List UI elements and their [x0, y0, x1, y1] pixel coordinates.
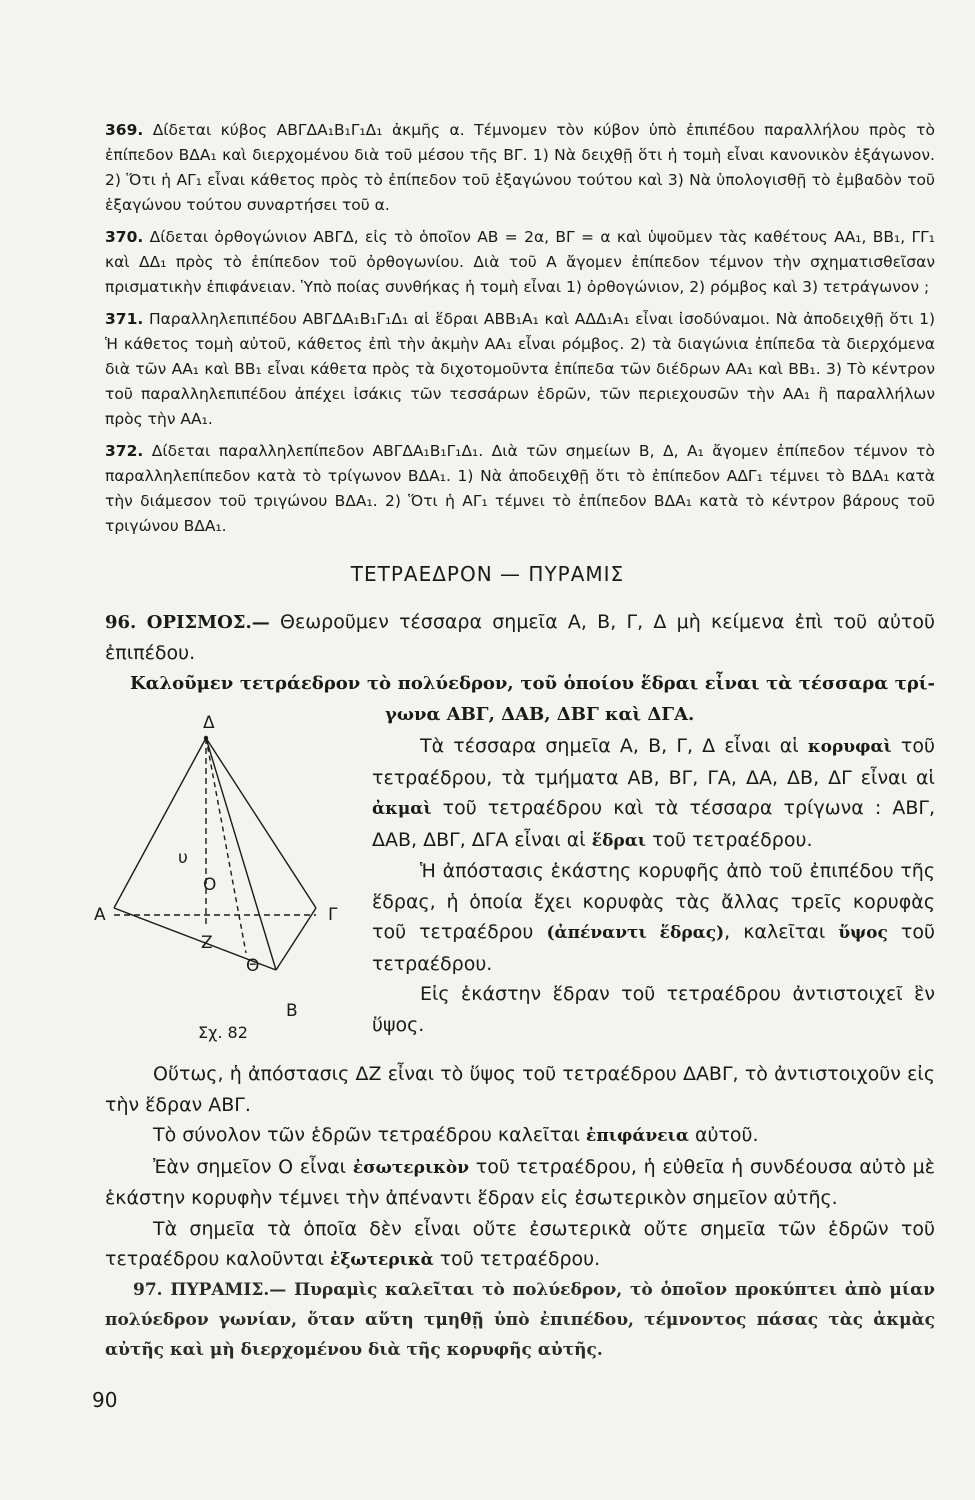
keyword-interior: ἐσωτερικὸν: [352, 1157, 470, 1178]
label-O: Ο: [203, 875, 217, 895]
label-Z: Ζ: [201, 933, 213, 953]
definition-line-2: γωνα ΑΒΓ, ΔΑΒ, ΔΒΓ καὶ ΔΓΑ.: [385, 704, 695, 725]
text: Τὰ σημεῖα τὰ ὁποῖα δὲν εἶναι οὔτε ἐσωτερικὰ οὔτε σημεῖα τῶν ἑδρῶν τοῦ τετραέδρου καλοῦνται: [105, 1217, 935, 1270]
exercise-372: [105, 439, 935, 539]
text: Ἡ ἀπόστασις ἑκάστης κορυφῆς ἀπὸ τοῦ ἐπιπέδου τῆς ἕδρας, ἡ ὁποία ἔχει κορυφὰς τὰς ἄλλας τρεῖς κορυφὰς τοῦ τετραέδρου: [372, 860, 935, 943]
edge-DG: [206, 738, 316, 908]
text: Ἐὰν σημεῖον Ο εἶναι: [153, 1155, 353, 1178]
exercise-369: [105, 118, 935, 218]
keyword-surface: ἐπιφάνεια: [586, 1126, 689, 1146]
pyramid-definition: [105, 1275, 935, 1365]
tetrahedron-figure: [86, 708, 356, 1048]
text: αὐτοῦ.: [688, 1124, 759, 1146]
edge-DB: [206, 738, 276, 970]
text: τοῦ τετραέδρου καὶ τὰ τέσσαρα τρίγωνα : ΑΒΓ, ΔΑΒ, ΔΒΓ, ΔΓΑ εἶναι αἱ: [372, 797, 935, 851]
text: τοῦ τετραέδρου, ἡ εὐθεῖα ἡ συνδέουσα αὐτὸ μὲ ἑκάστην κορυφὴν τέμνει τὴν ἀπέναντι ἕδραν εἰς ἐσωτερικὸν σημεῖον αὐτῆς.: [105, 1155, 935, 1209]
keyword-exterior: ἐξωτερικὰ: [329, 1250, 434, 1270]
exercise-list: [105, 118, 935, 546]
definition-line-1: Καλοῦμεν τετράεδρον τὸ πολύεδρον, τοῦ ὁποίου ἕδραι εἶναι τὰ τέσσαρα τρί-: [130, 673, 935, 694]
definition-number: 96. ΟΡΙΣΜΟΣ.—: [105, 612, 270, 633]
edge-DA: [114, 738, 206, 908]
label-D: Δ: [203, 713, 215, 733]
edge-GB: [276, 908, 316, 970]
exercise-number: 369.: [105, 121, 144, 139]
vertices-paragraph: [372, 731, 935, 856]
exercise-text: Δίδεται παραλληλεπίπεδον ΑΒΓΔΑ₁Β₁Γ₁Δ₁. Διὰ τῶν σημείων Β, Δ, Α₁ ἄγομεν ἐπίπεδον τέμνον τὸ παραλληλεπίπεδον κατὰ τὸ τρίγωνον ΒΔΑ₁. 1) Νὰ ἀποδειχθῇ ὅτι τὸ ἐπίπεδον ΑΔΓ₁ τέμνει τὸ ΒΔΑ₁ κατὰ τὴν διάμεσον τοῦ τριγώνου ΒΔΑ₁. 2) Ὅτι ἡ ΑΓ₁ τέμνει τὸ ἐπίπεδον ΒΔΑ₁ κατὰ τὸ κέντρον βάρους τοῦ τριγώνου ΒΔΑ₁.: [105, 442, 935, 535]
keyword-faces: ἕδραι: [591, 830, 647, 851]
exercise-number: 372.: [105, 442, 144, 460]
text: Τὸ σύνολον τῶν ἑδρῶν τετραέδρου καλεῖται: [153, 1124, 587, 1146]
label-G: Γ: [328, 905, 338, 925]
keyword-opposite-face: (ἀπέναντι ἕδρας): [546, 923, 725, 943]
text: τοῦ τετραέδρου.: [372, 921, 935, 975]
face-height-paragraph: Εἰς ἑκάστην ἕδραν τοῦ τετραέδρου ἀντιστοιχεῖ ἓν ὕψος.: [372, 983, 935, 1036]
label-Th: Θ: [246, 956, 260, 976]
text: τοῦ τετραέδρου.: [433, 1248, 601, 1270]
definition-column: [372, 731, 935, 1040]
text: Τὰ τέσσαρα σημεῖα Α, Β, Γ, Δ εἶναι αἱ: [420, 735, 808, 757]
exterior-paragraph: [105, 1214, 935, 1276]
pyramid-text-a: Πυραμὶς καλεῖται τὸ πολύεδρον, τὸ ὁποῖον προκύπτει ἀπὸ μίαν πολύεδρον γωνίαν, ὅταν αὕτη τμηθῇ ὑπὸ ἐπιπέδου,: [105, 1280, 935, 1330]
median-DTh: [206, 738, 246, 953]
exercise-text: Δίδεται κύβος ΑΒΓΔΑ₁Β₁Γ₁Δ₁ ἀκμῆς α. Τέμνομεν τὸν κύβον ὑπὸ ἐπιπέδου παραλλήλου πρὸς τὸ ἐπίπεδον ΒΔΑ₁ καὶ διερχομένου διὰ τοῦ μέσου τῆς ΒΓ. 1) Νὰ δειχθῇ ὅτι ἡ τομὴ εἶναι κανονικὸν ἑξάγωνον. 2) Ὅτι ἡ ΑΓ₁ εἶναι κάθετος πρὸς τὸ ἐπίπεδον τοῦ ἑξαγώνου τούτου καὶ 3) Νὰ ὑπολογισθῇ τὸ ἐμβαδὸν τοῦ ἑξαγώνου τούτου συναρτήσει τοῦ α.: [105, 121, 935, 214]
definition-intro: [105, 607, 935, 669]
vertex-D: [204, 736, 208, 740]
label-B: Β: [286, 1001, 298, 1021]
text: , καλεῖται: [724, 921, 839, 943]
section-heading: ΤΕΤΡΑΕΔΡΟΝ — ΠΥΡΑΜΙΣ: [350, 562, 625, 586]
surface-paragraph: [105, 1120, 935, 1152]
keyword-edges: ἀκμαὶ: [372, 799, 432, 819]
exercise-number: 370.: [105, 228, 144, 246]
exercise-text: Δίδεται ὀρθογώνιον ΑΒΓΔ, εἰς τὸ ὁποῖον ΑΒ = 2α, ΒΓ = α καὶ ὑψοῦμεν τὰς καθέτους ΑΑ₁, ΒΒ₁, ΓΓ₁ καὶ ΔΔ₁ πρὸς τὸ ἐπίπεδον τοῦ ὀρθογωνίου. Διὰ τοῦ Α ἄγομεν ἐπίπεδον τέμνον τὴν σχηματισθεῖσαν πρισματικὴν ἐπιφάνειαν. Ὑπὸ ποίας συνθήκας ἡ τομὴ εἶναι 1) ὀρθογώνιον, 2) ρόμβος καὶ 3) τετράγωνον ;: [105, 228, 935, 296]
text: τοῦ τετραέδρου.: [646, 828, 813, 851]
height-paragraph: [372, 856, 935, 979]
exercise-370: [105, 225, 935, 300]
pyramid-text-b: τέμνοντος πάσας τὰς ἀκμὰς αὐτῆς καὶ μὴ διερχομένου διὰ τῆς κορυφῆς αὐτῆς.: [105, 1310, 936, 1360]
exercise-text: Παραλληλεπιπέδου ΑΒΓΔΑ₁Β₁Γ₁Δ₁ αἱ ἕδραι ΑΒΒ₁Α₁ καὶ ΑΔΔ₁Α₁ εἶναι ἰσοδύναμοι. Νὰ ἀποδειχθῇ ὅτι 1) Ἡ κάθετος τομὴ αὐτοῦ, κάθετος ἐπὶ τὴν ἀκμὴν ΑΑ₁ εἶναι ρόμβος. 2) τὰ διαγώνια ἐπίπεδα τὰ διερχόμενα διὰ τῶν ΑΑ₁ καὶ ΒΒ₁ εἶναι κάθετα πρὸς τὰ διχοτομοῦντα ἐπίπεδα τῶν διέδρων ΑΑ₁ καὶ ΒΒ₁. 3) Τὸ κέντρον τοῦ παραλληλεπιπέδου ἀπέχει ἰσάκις τῶν τεσσάρων ἑδρῶν, τῶν περιεχουσῶν τὴν ΑΑ₁ ἢ παραλλήλων πρὸς τὴν ΑΑ₁.: [105, 310, 935, 428]
keyword-height: ὕψος: [838, 923, 888, 943]
label-A: Α: [94, 905, 106, 925]
exercise-371: [105, 307, 935, 432]
definition-intro-text: Θεωροῦμεν τέσσαρα σημεῖα Α, Β, Γ, Δ μὴ κείμενα ἐπὶ τοῦ αὐτοῦ ἐπιπέδου.: [105, 611, 935, 664]
figure-caption: Σχ. 82: [198, 1023, 248, 1042]
interior-paragraph: [105, 1152, 935, 1214]
label-u: υ: [178, 848, 188, 868]
height-example-paragraph: Οὕτως, ἡ ἀπόστασις ΔΖ εἶναι τὸ ὕψος τοῦ τετραέδρου ΔΑΒΓ, τὸ ἀντιστοιχοῦν εἰς τὴν ἕδραν ΑΒΓ.: [105, 1063, 935, 1116]
page-number: 90: [92, 1388, 118, 1412]
lower-text: [105, 1059, 935, 1276]
text: τοῦ τετραέδρου, τὰ τμήματα ΑΒ, ΒΓ, ΓΑ, ΔΑ, ΔΒ, ΔΓ εἶναι αἱ: [372, 735, 935, 789]
keyword-vertices: κορυφαὶ: [807, 737, 892, 757]
pyramid-number: 97. ΠΥΡΑΜΙΣ.—: [133, 1280, 287, 1300]
exercise-number: 371.: [105, 310, 144, 328]
